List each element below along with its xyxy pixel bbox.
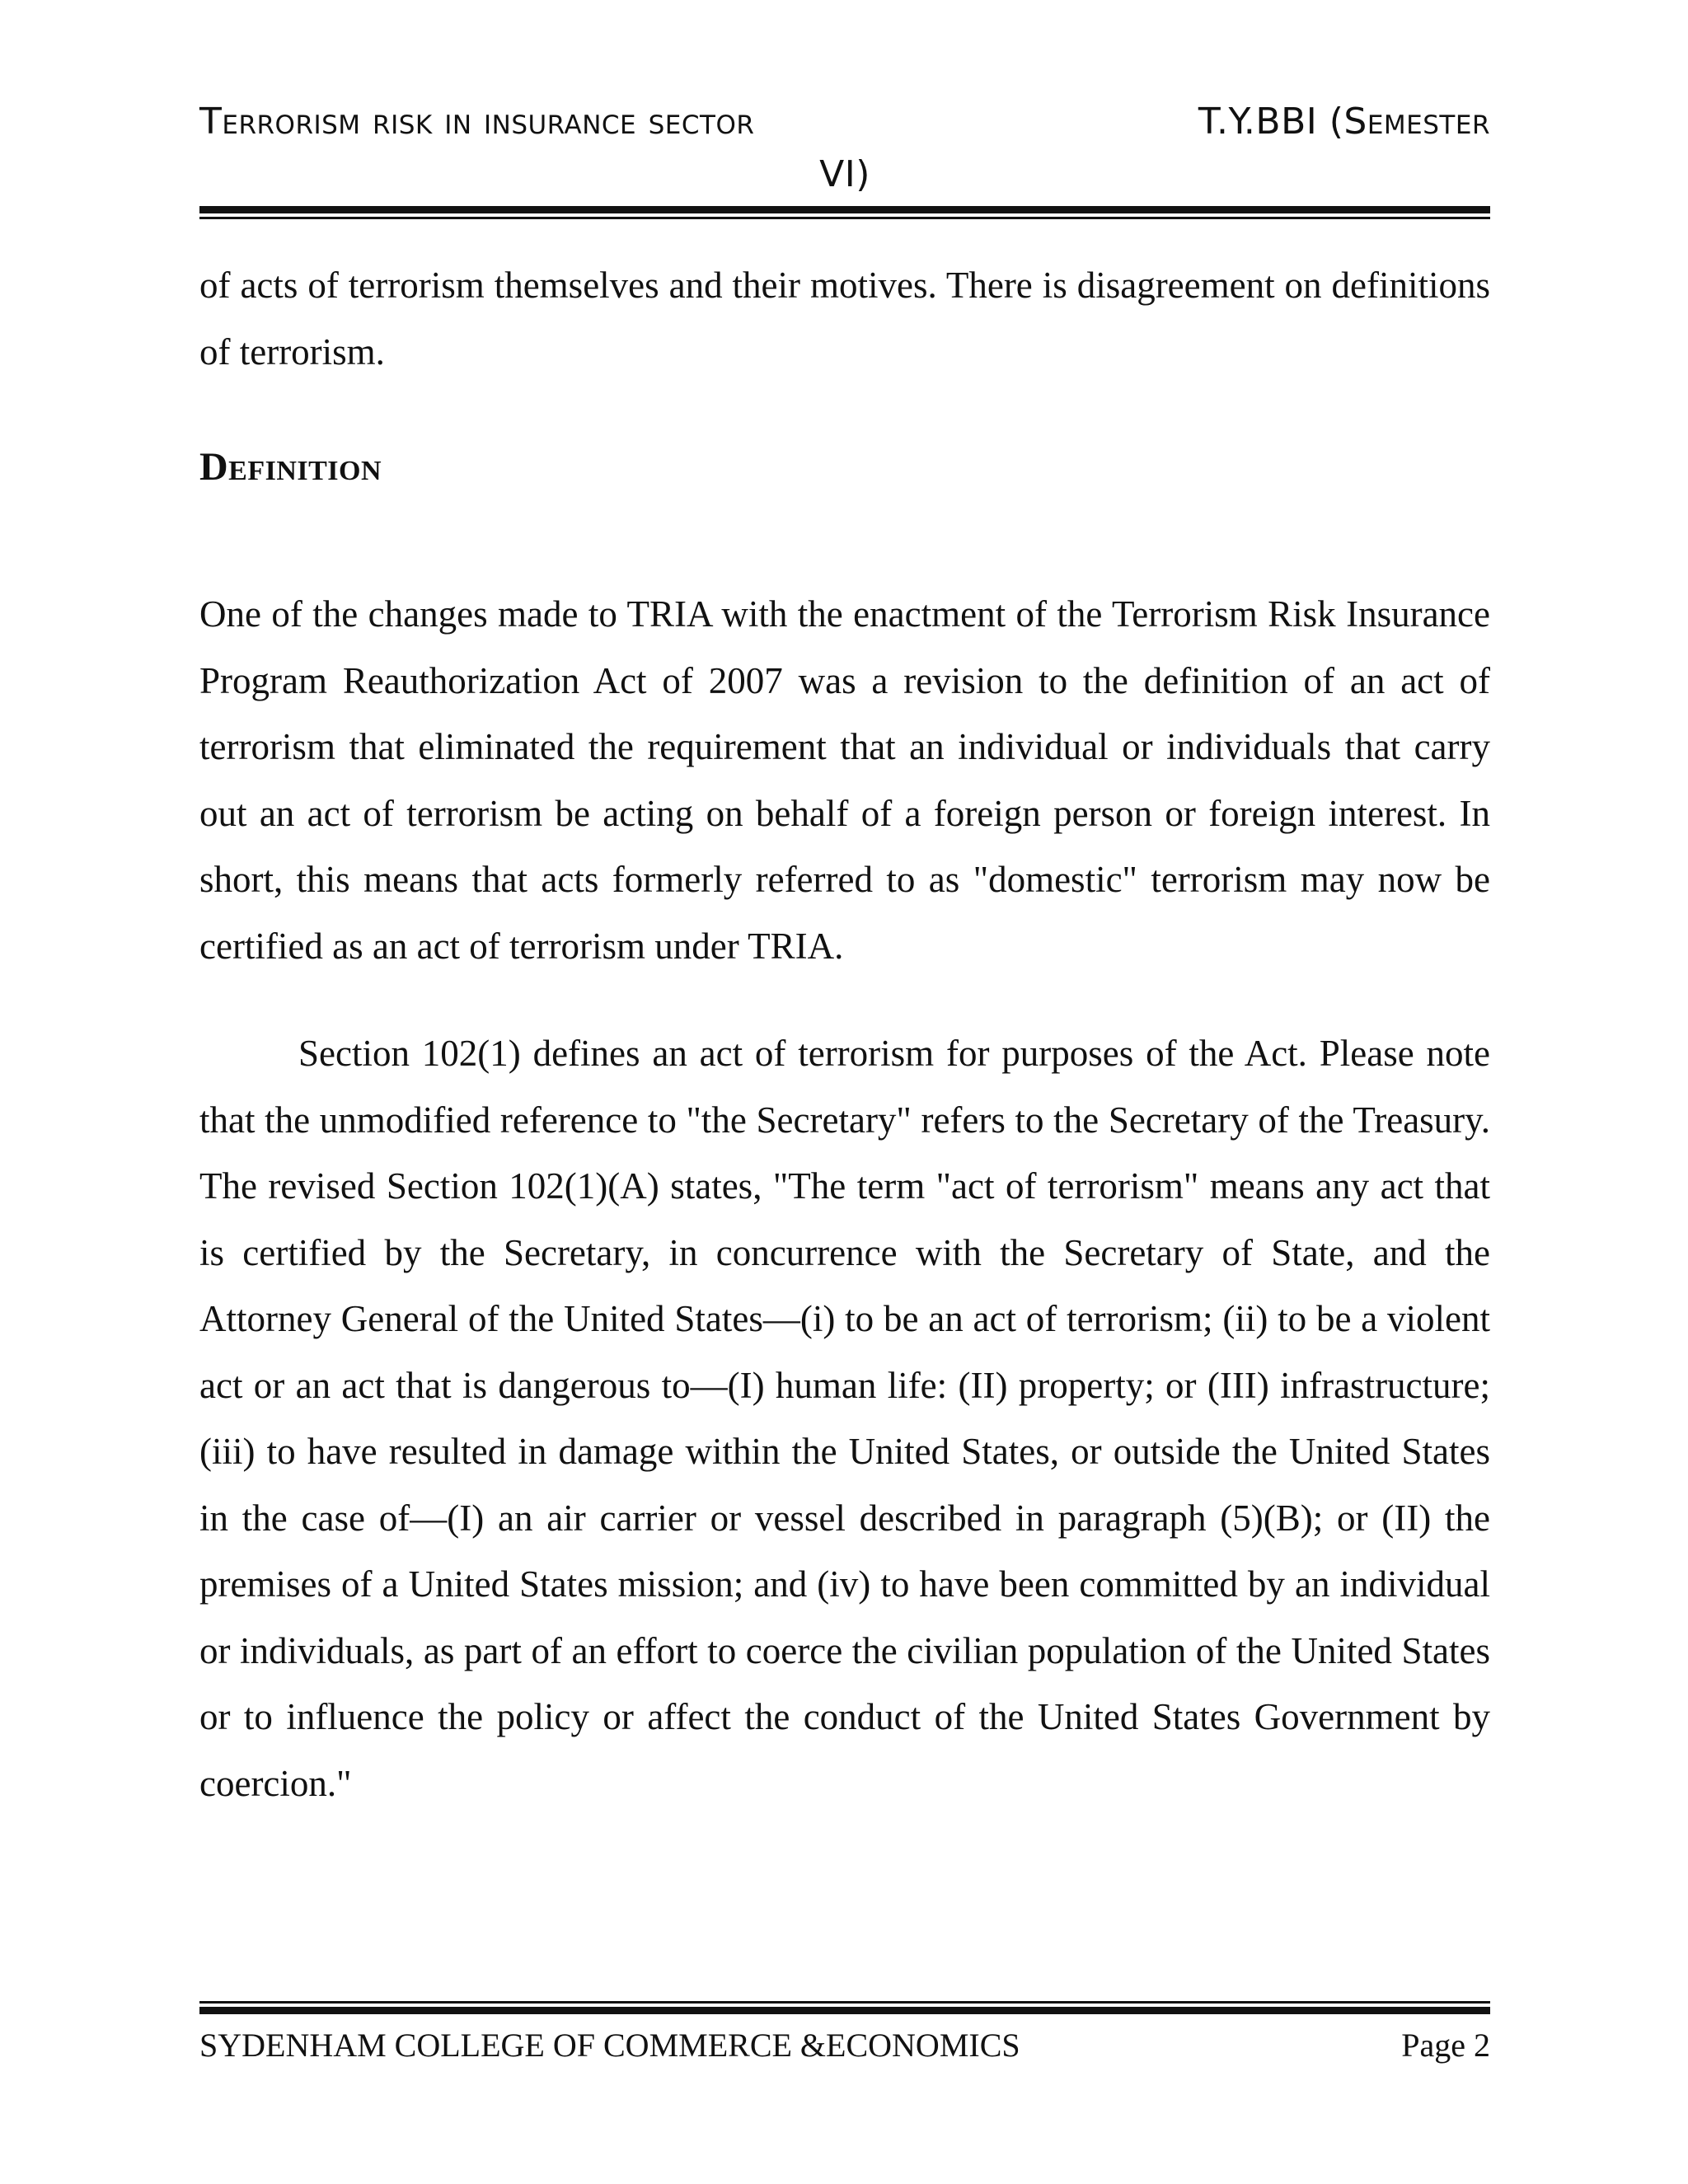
page-number: Page 2 — [1401, 2027, 1490, 2064]
intro-paragraph: of acts of terrorism themselves and their motives. There is disagreement on definitions of terrorism. — [199, 265, 1490, 373]
header-rule — [199, 206, 1490, 219]
paragraph-section-102: Section 102(1) defines an act of terrorism for purposes of the Act. Please note that the unmodified reference to "the Secretary" refers to the Secretary of the Treasury. The revised Section 102(1)(A) states, "The term "act of terrorism" means any act that is certified by the Secretary, in concurrence with the Secretary of State, and the Attorney General of the United States—(i) to be an act of terrorism; (ii) to be a violent act or an act that is dangerous to—(I) human life: (II) property; or (III) infrastructure; (iii) to have resulted in damage within the United States, or outside the United States in the case of—(I) an air carrier or vessel described in paragraph (5)(B); or (II) the premises of a United States mission; and (iv) to have been committed by an individual or individuals, as part of an effort to coerce the civilian population of the United States or to influence the policy or affect the conduct of the United States Government by coercion." — [199, 1033, 1490, 1804]
header-title: Terrorism risk in insurance sector — [199, 101, 755, 143]
footer-rule — [199, 2001, 1490, 2014]
footer-college: SYDENHAM COLLEGE OF COMMERCE &ECONOMICS — [199, 2027, 1020, 2064]
section-heading: Definition — [199, 445, 382, 489]
page-body — [199, 252, 1490, 1816]
page-header — [199, 101, 1490, 203]
header-course: T.Y.BBI (Semester — [1198, 101, 1490, 143]
paragraph-tria-change: One of the changes made to TRIA with the enactment of the Terrorism Risk Insurance Program Reauthorization Act of 2007 was a revision to the definition of an act of terrorism that eliminated the requirement that an individual or individuals that carry out an act of terrorism be acting on behalf of a foreign person or foreign interest. In short, this means that acts formerly referred to as "domestic" terrorism may now be certified as an act of terrorism under TRIA. — [199, 593, 1490, 967]
header-course-continued: VI) — [819, 153, 870, 195]
